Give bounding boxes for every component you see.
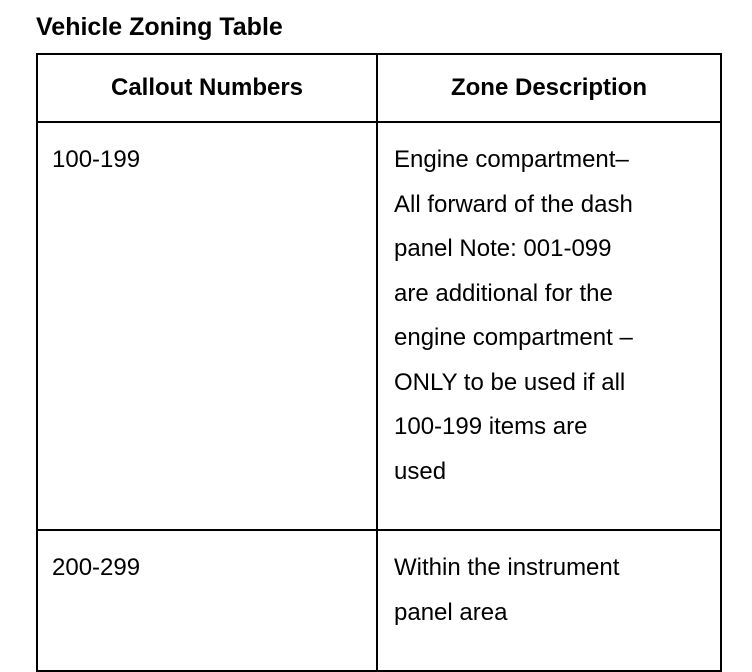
description-line: ONLY to be used if all [394,368,626,396]
callout-cell: 100-199 [37,122,377,530]
document-title: Vehicle Zoning Table [36,13,283,41]
header-callout-numbers: Callout Numbers [37,54,377,122]
description-line: Within the instrument [394,554,620,581]
table-header-row [37,54,721,122]
description-line: All forward of the dash [394,190,633,218]
description-line: panel area [394,598,508,626]
table-row [37,530,721,671]
description-line: are additional for the [394,279,613,307]
description-line: 100-199 items are [394,413,588,440]
description-cell [377,122,721,530]
description-line: used [394,457,447,485]
description-line: Engine compartment– [394,146,629,173]
description-cell [377,530,721,671]
header-zone-description: Zone Description [377,54,721,122]
table-row [37,122,721,530]
vehicle-zoning-table [36,53,722,672]
description-line: panel Note: 001-099 [394,235,612,262]
description-line: engine compartment – [394,324,633,351]
callout-cell: 200-299 [37,530,377,671]
